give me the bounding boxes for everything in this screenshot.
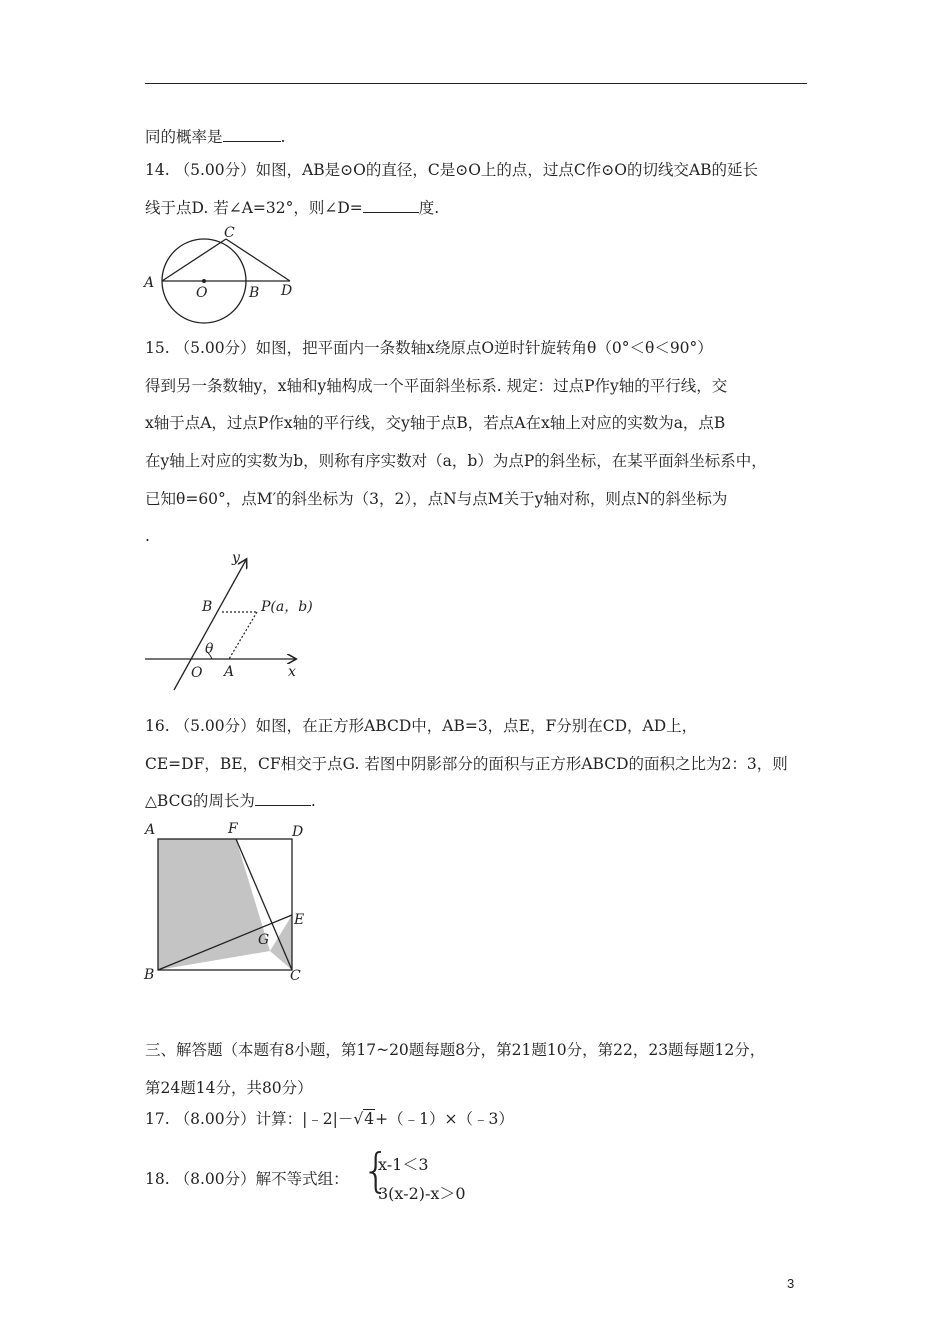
q15-line1: 15. （5.00分）如图，把平面内一条数轴x绕原点O逆时针旋转角θ（0°＜θ＜90°） bbox=[145, 339, 713, 357]
q14-line2 bbox=[145, 198, 439, 218]
q13-text: 同的概率是 bbox=[145, 128, 223, 146]
label-b: B bbox=[249, 285, 260, 301]
header-rule bbox=[145, 83, 807, 84]
q16-figure bbox=[140, 818, 315, 992]
brace: { bbox=[362, 1144, 390, 1199]
label-c: C bbox=[290, 968, 301, 984]
q16-line3 bbox=[145, 791, 316, 811]
label-e: E bbox=[294, 912, 305, 928]
q17 bbox=[145, 1109, 514, 1129]
section3-line1: 三、解答题（本题有8小题，第17~20题每题8分，第21题10分，第22，23题每题12分， bbox=[145, 1041, 766, 1059]
q16-line3-post: . bbox=[310, 792, 316, 810]
q15-line2: 得到另一条数轴y，x轴和y轴构成一个平面斜坐标系. 规定：过点P作y轴的平行线，交 bbox=[145, 377, 728, 395]
center-point bbox=[202, 279, 206, 283]
q14-figure bbox=[140, 225, 305, 334]
q16-line1: 16. （5.00分）如图，在正方形ABCD中，AB=3，点E，F分别在CD，AD上， bbox=[145, 717, 698, 735]
label-a: A bbox=[224, 664, 235, 680]
q14-line2-post: 度. bbox=[418, 199, 440, 217]
sqrt-expression: √4 bbox=[353, 1110, 375, 1128]
chord-ac bbox=[162, 239, 226, 281]
y-axis bbox=[174, 560, 246, 690]
q15-line3: x轴于点A，过点P作x轴的平行线，交y轴于点B，若点A在x轴上对应的实数为a，点B bbox=[145, 414, 726, 432]
label-c: C bbox=[224, 225, 235, 241]
q17-pre: 17. （8.00分）计算：|﹣2|－ bbox=[145, 1110, 354, 1128]
label-x: x bbox=[288, 664, 296, 680]
radicand: 4 bbox=[364, 1110, 375, 1128]
q16-line3-pre: △BCG的周长为 bbox=[145, 792, 255, 810]
label-theta: θ bbox=[205, 641, 214, 657]
inequality-1: x-1＜3 bbox=[378, 1155, 429, 1174]
q15-line4: 在y轴上对应的实数为b，则称有序实数对（a，b）为点P的斜坐标，在某平面斜坐标系中， bbox=[145, 452, 767, 470]
label-d: D bbox=[292, 824, 304, 840]
label-o: O bbox=[196, 285, 208, 301]
answer-blank bbox=[223, 127, 281, 142]
tangent-cd bbox=[226, 239, 290, 281]
q15-figure bbox=[140, 548, 340, 697]
label-p: P(a，b) bbox=[261, 599, 313, 615]
label-d: D bbox=[281, 283, 293, 299]
answer-blank bbox=[363, 198, 419, 213]
q15-line5: 已知θ=60°，点M′的斜坐标为（3，2），点N与点M关于y轴对称，则点N的斜坐标为 bbox=[145, 490, 728, 508]
inequality-2: 3(x-2)-x＞0 bbox=[378, 1184, 466, 1203]
q18-pre: 18. （8.00分）解不等式组： bbox=[145, 1170, 349, 1188]
label-g: G bbox=[258, 932, 270, 948]
q16-line2: CE=DF，BE，CF相交于点G. 若图中阴影部分的面积与正方形ABCD的面积之比为2：3，则 bbox=[145, 755, 788, 773]
label-f: F bbox=[228, 821, 238, 837]
label-a: A bbox=[144, 275, 155, 291]
q13-tail bbox=[145, 127, 285, 147]
label-a: A bbox=[145, 822, 156, 838]
label-b: B bbox=[144, 967, 155, 983]
q15-line6: . bbox=[145, 527, 150, 545]
answer-blank bbox=[255, 791, 311, 806]
section3-line2: 第24题14分，共80分） bbox=[145, 1079, 313, 1097]
label-y: y bbox=[232, 550, 240, 566]
page-number: 3 bbox=[787, 1276, 795, 1291]
q14-line1: 14. （5.00分）如图，AB是⊙O的直径，C是⊙O上的点，过点C作⊙O的切线交AB的延长 bbox=[145, 161, 759, 179]
shaded-quad bbox=[158, 839, 270, 970]
q13-after: . bbox=[280, 128, 286, 146]
label-o: O bbox=[191, 665, 203, 681]
q17-post: +（﹣1）×（﹣3） bbox=[375, 1110, 514, 1128]
label-b: B bbox=[202, 599, 213, 615]
pa-dotted bbox=[229, 612, 257, 659]
q14-line2-pre: 线于点D. 若∠A=32°，则∠D= bbox=[145, 199, 363, 217]
